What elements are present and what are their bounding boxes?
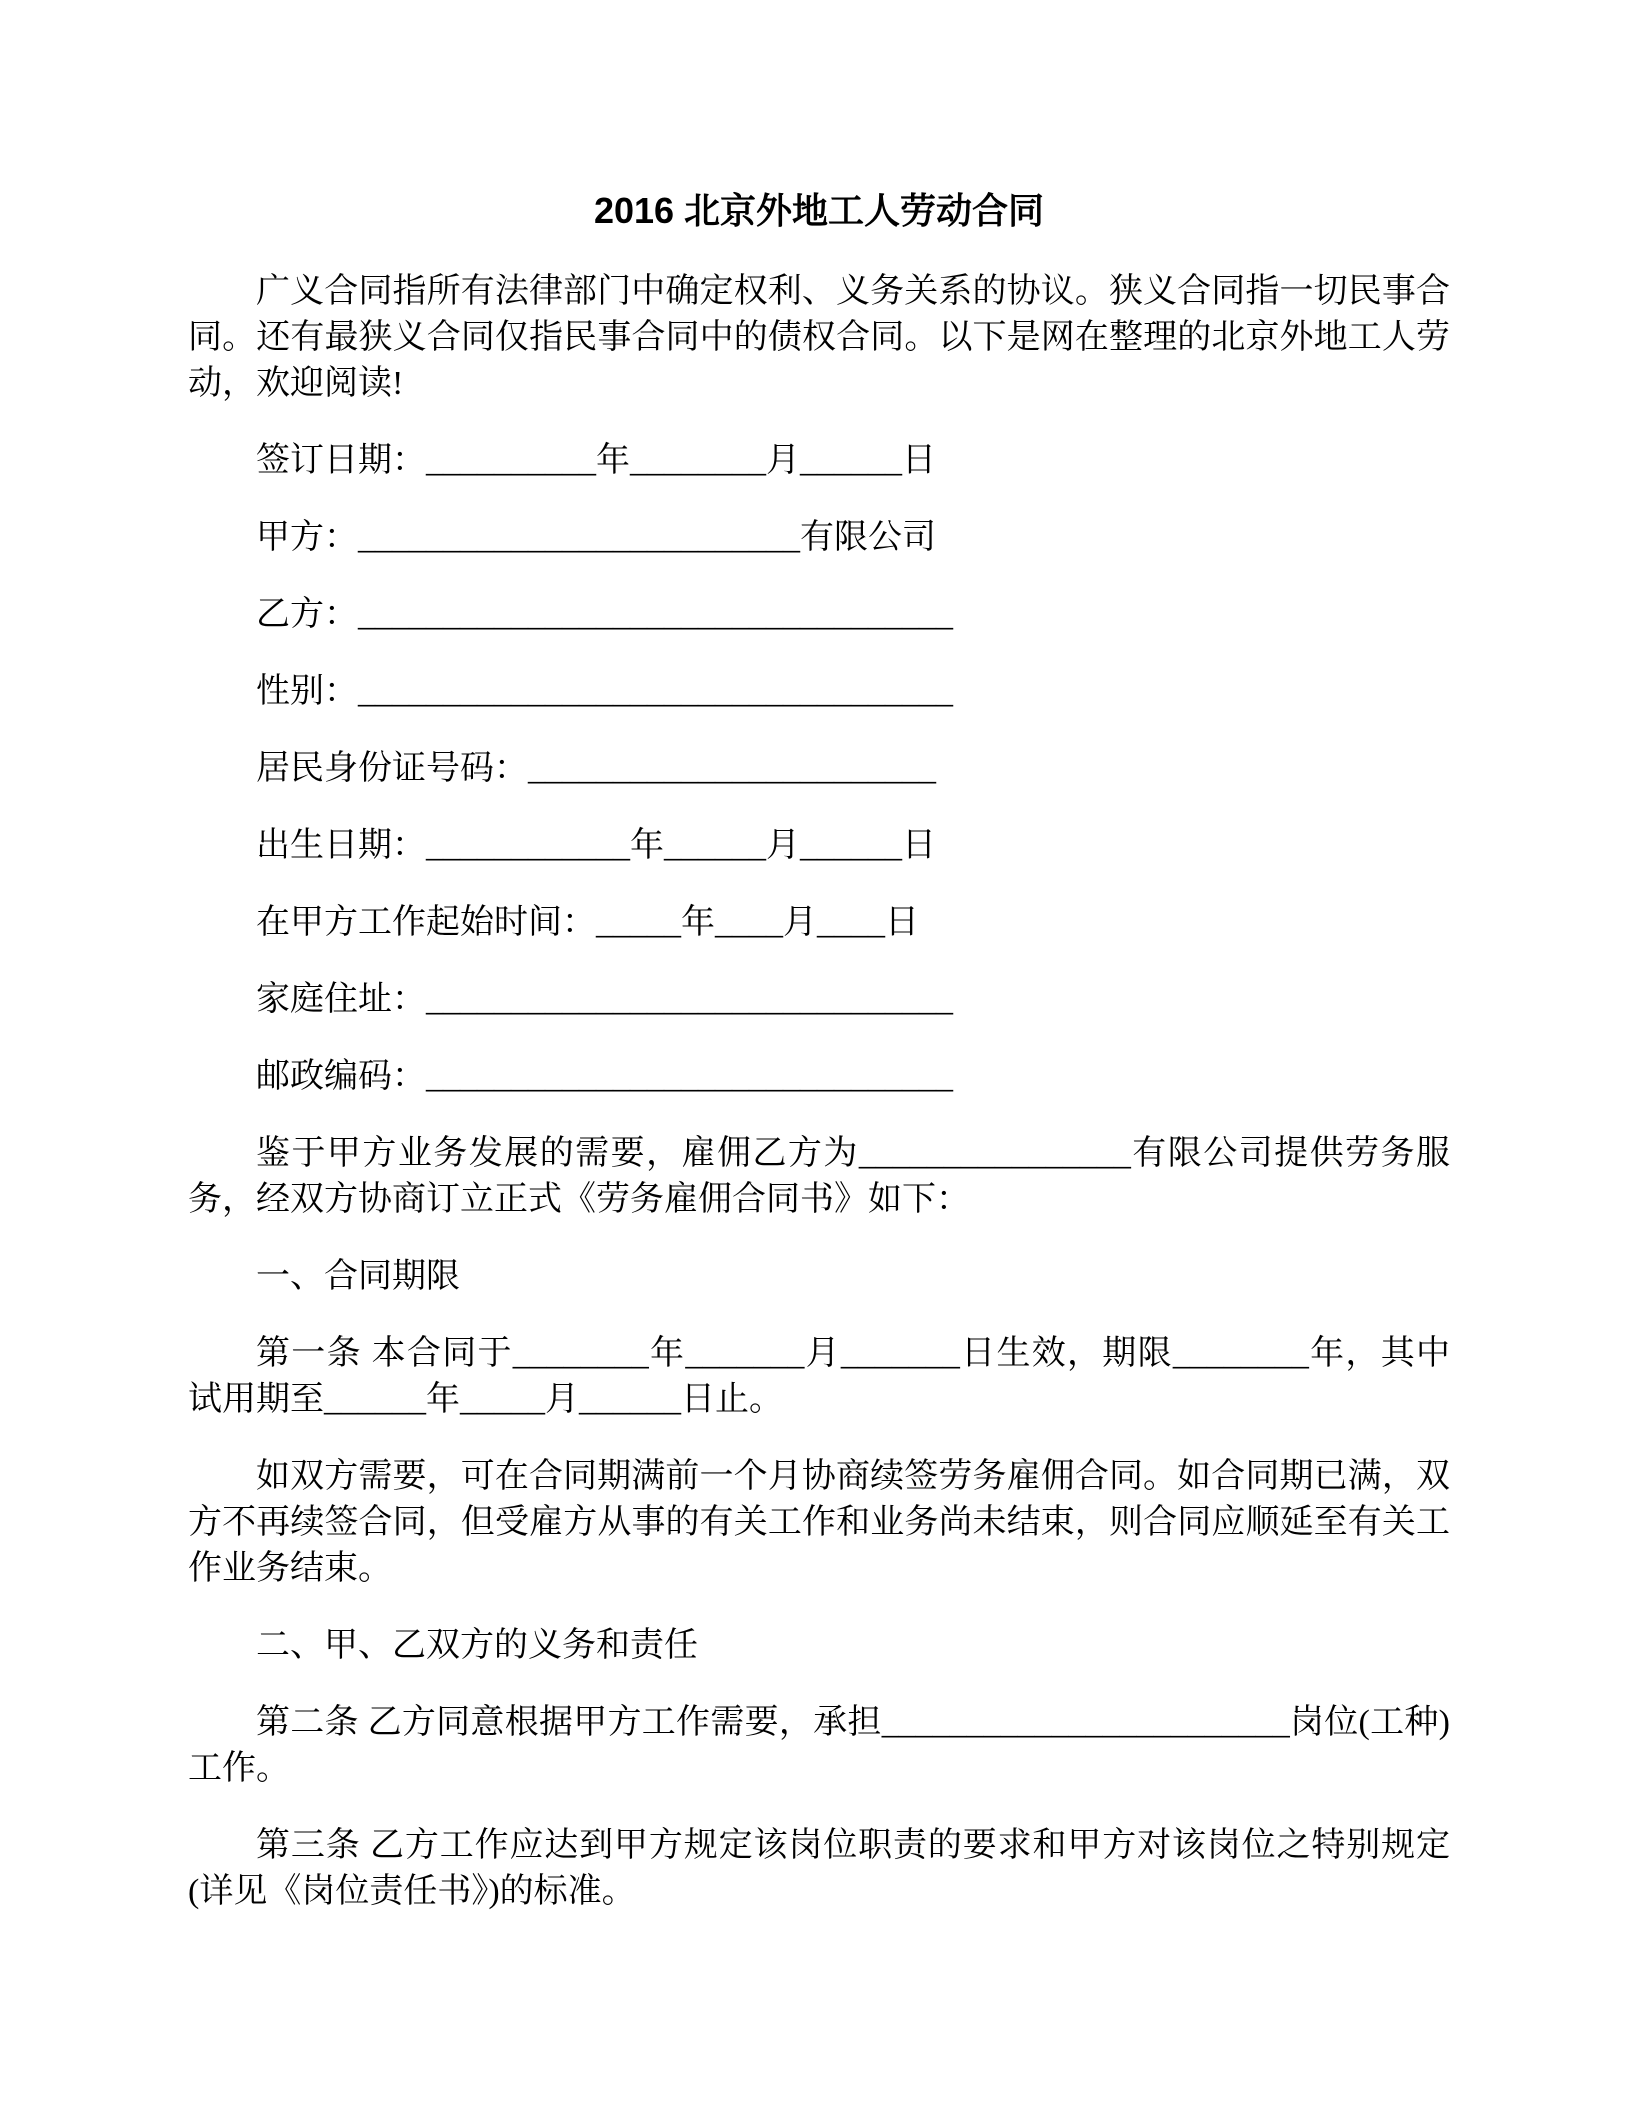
field-birth-date: 出生日期：____________年______月______日: [256, 827, 936, 864]
field-home-address: 家庭住址：_______________________________: [256, 981, 953, 1018]
section-heading-contract-term: 一、合同期限: [256, 1258, 460, 1295]
field-gender: 性别：___________________________________: [256, 673, 953, 710]
renewal-paragraph: 如双方需要，可在合同期满前一个月协商续签劳务雇佣合同。如合同期已满，双方不再续签合同，但受雇方从事的有关工作和业务尚未结束，则合同应顺延至有关工作业务结束。: [188, 1458, 1450, 1587]
document-title: 2016 北京外地工人劳动合同: [593, 190, 1045, 231]
field-id-number: 居民身份证号码：________________________: [256, 750, 936, 787]
clause-1-contract-dates: 第一条 本合同于________年_______月_______日生效，期限________年，其中试用期至______年_____月______日止。: [188, 1335, 1450, 1418]
field-postal-code: 邮政编码：_______________________________: [256, 1058, 953, 1095]
employment-purpose-paragraph: 鉴于甲方业务发展的需要，雇佣乙方为________________有限公司提供劳务服务，经双方协商订立正式《劳务雇佣合同书》如下：: [188, 1135, 1450, 1218]
clause-3-job-standards: 第三条 乙方工作应达到甲方规定该岗位职责的要求和甲方对该岗位之特别规定(详见《岗位责任书》)的标准。: [188, 1827, 1450, 1910]
field-party-a: 甲方：__________________________有限公司: [256, 519, 936, 556]
section-heading-obligations: 二、甲、乙双方的义务和责任: [256, 1627, 698, 1664]
field-sign-date: 签订日期：__________年________月______日: [256, 442, 936, 479]
field-work-start-date: 在甲方工作起始时间：_____年____月____日: [256, 904, 919, 941]
clause-2-position: 第二条 乙方同意根据甲方工作需要，承担________________________岗位(工种)工作。: [188, 1704, 1450, 1787]
field-party-b: 乙方：___________________________________: [256, 596, 953, 633]
intro-paragraph: 广义合同指所有法律部门中确定权利、义务关系的协议。狭义合同指一切民事合同。还有最狭义合同仅指民事合同中的债权合同。以下是网在整理的北京外地工人劳动，欢迎阅读!: [188, 273, 1450, 402]
